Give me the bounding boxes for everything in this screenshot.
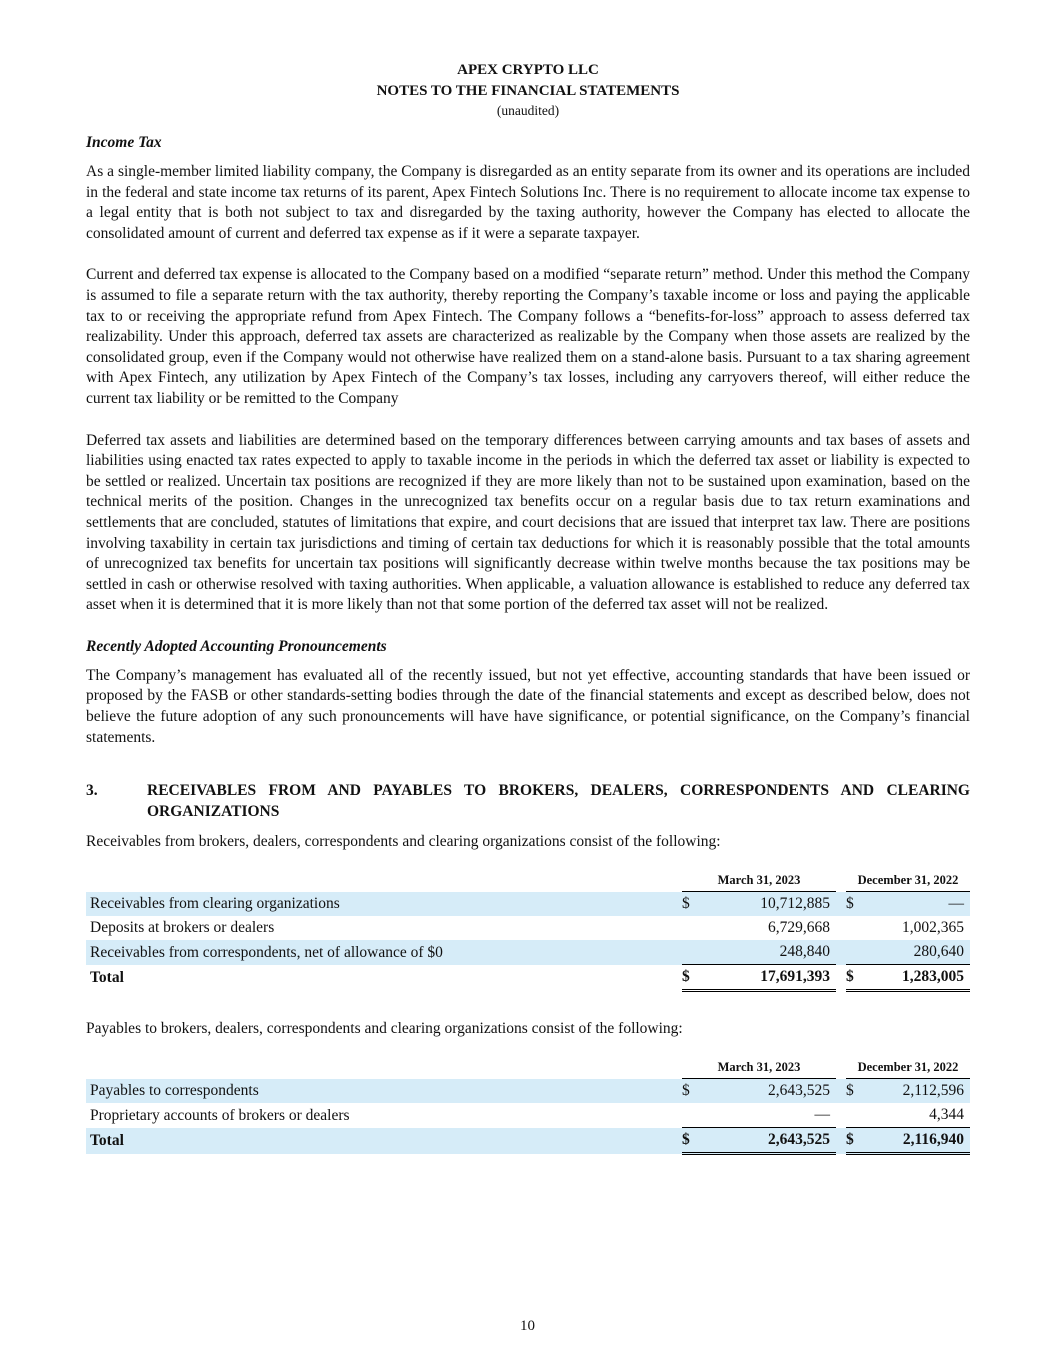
march-value: 6,729,668 bbox=[768, 919, 830, 937]
table-header-row bbox=[86, 866, 970, 892]
pronouncements-paragraph: The Company’s management has evaluated all of the recently issued, but not yet effective, accounting standards that have been issued or proposed by the FASB or other standards-setting bodies through the date of the financial statements and except as described below, does not believe the future adoption of any such pronouncements will have have significance, or potential significance, on the Company’s financial statements. bbox=[86, 666, 970, 746]
section-3-heading bbox=[86, 780, 970, 822]
currency-symbol bbox=[682, 1103, 702, 1128]
december-total: 1,283,005 bbox=[866, 965, 970, 991]
document-title: NOTES TO THE FINANCIAL STATEMENTS bbox=[376, 83, 680, 99]
march-value: 2,643,525 bbox=[702, 1079, 836, 1104]
table-row bbox=[86, 916, 970, 940]
income-tax-paragraph-3: Deferred tax assets and liabilities are determined based on the temporary differences between carrying amounts and tax bases of assets and liabilities using enacted tax rates expected to apply to taxable income in the periods in which the deferred tax asset or liability is expected to be settled or realized. Uncertain tax positions are recognized if they are more likely than not to be sustained upon examination, based on the technical merits of the position. Changes in the unrecognized tax benefits occur on a regular basis due to tax return examinations and settlements that are concluded, statutes of limitations that expire, and court decisions that are issued that interpret tax law. There are positions involving taxability in certain tax jurisdictions and timing of certain tax deductions for which it is reasonably possible that the total amounts of unrecognized tax benefits for uncertain tax positions will significantly decrease within twelve months because the tax positions may be settled in cash or otherwise resolved with taxing authorities. When applicable, a valuation allowance is established to reduce any deferred tax asset when it is determined that it is more likely than not that some portion of the deferred tax asset will not be realized. bbox=[86, 431, 970, 614]
income-tax-paragraph-2: Current and deferred tax expense is allocated to the Company based on a modified “separate return” method. Under this method the Company is assumed to file a separate return with the tax authority, thereby reporting the Company’s taxable income or loss and paying the applicable tax to or receiving the appropriate refund from Apex Fintech. The Company follows a “benefits-for-loss” approach to assess deferred tax realizability. Under this approach, deferred tax assets are characterized as realizable by the Company when those assets are realized by the consolidated group, even if the Company would not otherwise have realized them on a stand-alone basis. Pursuant to a tax sharing agreement with Apex Fintech, any utilization by Apex Fintech of the Company’s tax losses, including any carryovers thereof, will either reduce the current tax liability or be remitted to the Company bbox=[86, 266, 970, 407]
currency-symbol: $ bbox=[682, 1128, 702, 1154]
receivables-table bbox=[86, 866, 970, 992]
income-tax-paragraph-1: As a single-member limited liability company, the Company is disregarded as an entity separate from its owner and its operations are included in the federal and state income tax returns of its parent, Apex Fintech Solutions Inc. There is no requirement to allocate income tax expense to a legal entity that is both not subject to tax and disregarded by the taxing authority, however the Company has elected to allocate the consolidated amount of current and deferred tax expense as if it were a separate taxpayer. bbox=[86, 163, 970, 242]
table-row bbox=[86, 892, 970, 917]
march-total: 17,691,393 bbox=[702, 965, 836, 991]
payables-table bbox=[86, 1053, 970, 1155]
company-name: APEX CRYPTO LLC bbox=[457, 62, 599, 78]
receivables-intro: Receivables from brokers, dealers, correspondents and clearing organizations consist of the following: bbox=[86, 833, 721, 851]
currency-symbol bbox=[682, 916, 702, 940]
table-row bbox=[86, 1079, 970, 1104]
december-value: — bbox=[866, 892, 970, 917]
currency-symbol: $ bbox=[846, 892, 866, 917]
column-header-march: March 31, 2023 bbox=[682, 1053, 836, 1079]
table-row bbox=[86, 1103, 970, 1128]
column-header-december: December 31, 2022 bbox=[846, 866, 970, 892]
december-total: 2,116,940 bbox=[866, 1128, 970, 1154]
currency-symbol bbox=[682, 940, 702, 965]
currency-symbol bbox=[846, 940, 866, 965]
column-header-december: December 31, 2022 bbox=[846, 1053, 970, 1079]
total-label: Total bbox=[86, 1128, 682, 1154]
document-page bbox=[86, 60, 970, 1155]
march-value: 248,840 bbox=[702, 940, 836, 965]
row-label: Deposits at brokers or dealers bbox=[90, 919, 275, 937]
currency-symbol bbox=[846, 1103, 866, 1128]
march-value: 10,712,885 bbox=[702, 892, 836, 917]
march-total: 2,643,525 bbox=[702, 1128, 836, 1154]
currency-symbol: $ bbox=[682, 892, 702, 917]
page-number: 10 bbox=[520, 1318, 535, 1334]
table-row bbox=[86, 940, 970, 965]
row-label: Proprietary accounts of brokers or dealers bbox=[90, 1106, 350, 1124]
december-value: 4,344 bbox=[929, 1106, 964, 1124]
total-label: Total bbox=[90, 968, 124, 986]
currency-symbol: $ bbox=[682, 1079, 702, 1104]
table-total-row bbox=[86, 965, 970, 991]
table-total-row bbox=[86, 1128, 970, 1154]
december-value: 280,640 bbox=[866, 940, 970, 965]
income-tax-heading: Income Tax bbox=[86, 134, 162, 151]
section-number: 3. bbox=[86, 782, 98, 800]
table-header-row bbox=[86, 1053, 970, 1079]
december-value: 1,002,365 bbox=[902, 919, 964, 937]
document-subtitle: (unaudited) bbox=[496, 103, 560, 118]
row-label: Payables to correspondents bbox=[86, 1079, 682, 1104]
column-header-march: March 31, 2023 bbox=[682, 866, 836, 892]
currency-symbol: $ bbox=[846, 1128, 866, 1154]
march-value: — bbox=[814, 1106, 830, 1124]
december-value: 2,112,596 bbox=[866, 1079, 970, 1104]
row-label: Receivables from clearing organizations bbox=[86, 892, 682, 917]
currency-symbol: $ bbox=[846, 965, 866, 991]
section-title: RECEIVABLES FROM AND PAYABLES TO BROKERS, DEALERS, CORRESPONDENTS AND CLEARING ORGANIZATIONS bbox=[147, 782, 970, 821]
payables-intro: Payables to brokers, dealers, correspondents and clearing organizations consist of the following: bbox=[86, 1020, 683, 1038]
currency-symbol: $ bbox=[846, 1079, 866, 1104]
currency-symbol bbox=[846, 916, 866, 940]
pronouncements-heading: Recently Adopted Accounting Pronouncements bbox=[86, 637, 387, 655]
row-label: Receivables from correspondents, net of allowance of $0 bbox=[86, 940, 682, 965]
currency-symbol: $ bbox=[682, 965, 702, 991]
